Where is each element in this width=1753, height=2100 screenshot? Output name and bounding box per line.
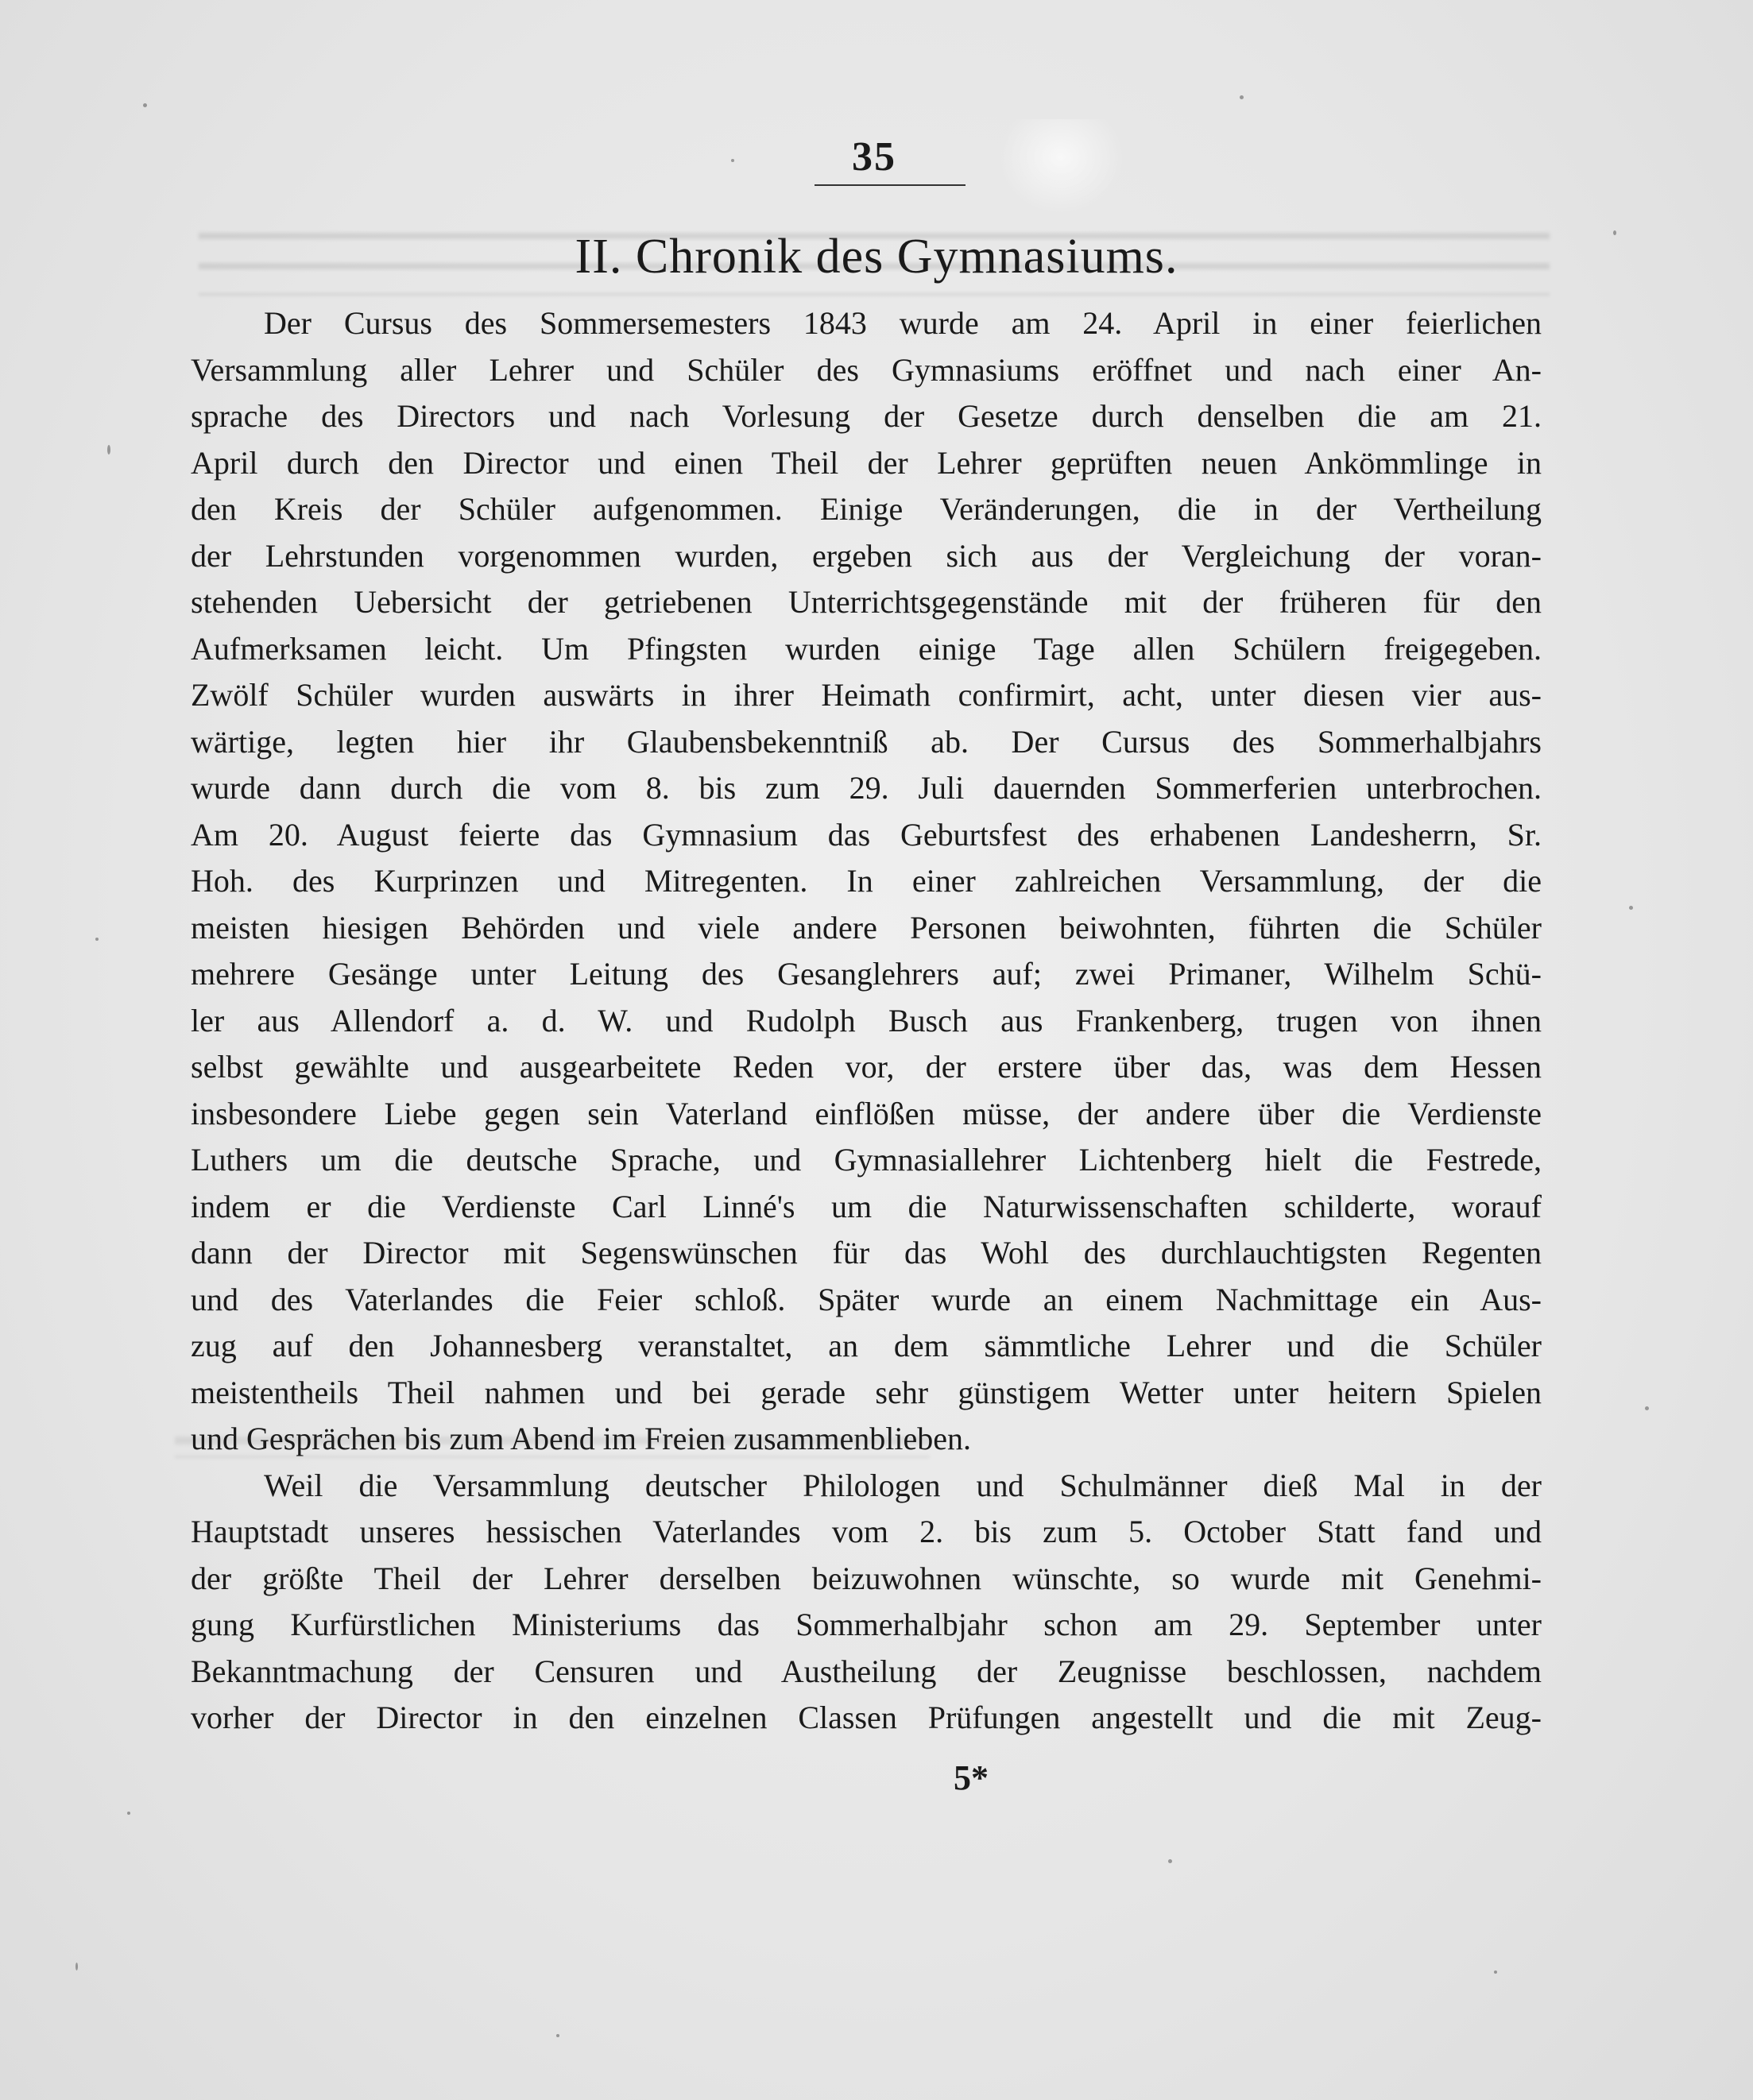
speck	[731, 159, 734, 162]
speck	[1629, 906, 1633, 910]
speck	[95, 938, 99, 941]
text-line: meisten hiesigen Behörden und viele andere Personen beiwohnten, führten die Schüler	[191, 909, 1542, 946]
text-line: der größte Theil der Lehrer derselben beizuwohnen wünschte, so wurde mit Genehmi-	[191, 1560, 1542, 1596]
text-line: Zwölf Schüler wurden auswärts in ihrer Heimath confirmirt, acht, unter diesen vier aus-	[191, 677, 1542, 713]
speck	[107, 445, 110, 454]
speck	[1240, 95, 1244, 99]
speck	[1645, 1406, 1649, 1410]
speck	[1613, 230, 1616, 235]
text-line: Hauptstadt unseres hessischen Vaterlandes vom 2. bis zum 5. October Statt fand und	[191, 1514, 1542, 1549]
speck	[1494, 1970, 1497, 1974]
speck	[75, 1963, 78, 1970]
text-line: ler aus Allendorf a. d. W. und Rudolph Busch aus Frankenberg, trugen von ihnen	[191, 1002, 1542, 1038]
text-line: indem er die Verdienste Carl Linné's um die Naturwissenschaften schilderte, worauf	[191, 1188, 1542, 1224]
speck	[1168, 1859, 1172, 1863]
text-line: Am 20. August feierte das Gymnasium das Geburtsfest des erhabenen Landesherrn, Sr.	[191, 816, 1542, 853]
text-line: meistentheils Theil nahmen und bei gerade sehr günstigem Wetter unter heitern Spielen	[191, 1374, 1542, 1410]
text-line: selbst gewählte und ausgearbeitete Reden vor, der erstere über das, was dem Hessen	[191, 1049, 1542, 1085]
text-line: gung Kurfürstlichen Ministeriums das Sommerhalbjahr schon am 29. September unter	[191, 1607, 1542, 1642]
text-line: den Kreis der Schüler aufgenommen. Einige Veränderungen, die in der Vertheilung	[191, 491, 1542, 527]
text-line: insbesondere Liebe gegen sein Vaterland einflößen müsse, der andere über die Verdienste	[191, 1095, 1542, 1131]
text-line: wurde dann durch die vom 8. bis zum 29. Juli dauernden Sommerferien unterbrochen.	[191, 770, 1542, 806]
chapter-title: II. Chronik des Gymnasiums.	[575, 230, 1178, 284]
text-line: April durch den Director und einen Theil der Lehrer geprüften neuen Ankömmlinge in	[191, 444, 1542, 481]
text-line: und Gesprächen bis zum Abend im Freien zusammenblieben.	[191, 1421, 971, 1456]
text-line: Der Cursus des Sommersemesters 1843 wurde am 24. April in einer feierlichen	[264, 305, 1542, 341]
text-line: Weil die Versammlung deutscher Philologen und Schulmänner dieß Mal in der	[264, 1467, 1542, 1503]
page-number: 35	[852, 134, 896, 180]
paper-damage	[997, 119, 1124, 215]
page-number-rule	[815, 184, 966, 186]
text-line: Hoh. des Kurprinzen und Mitregenten. In einer zahlreichen Versammlung, der die	[191, 863, 1542, 899]
text-line: wärtige, legten hier ihr Glaubensbekenntniß ab. Der Cursus des Sommerhalbjahrs	[191, 723, 1542, 760]
body-text	[191, 300, 1542, 1742]
text-line: Luthers um die deutsche Sprache, und Gymnasiallehrer Lichtenberg hielt die Festrede,	[191, 1142, 1542, 1178]
text-line: dann der Director mit Segenswünschen für das Wohl des durchlauchtigsten Regenten	[191, 1235, 1542, 1270]
text-line: Versammlung aller Lehrer und Schüler des Gymnasiums eröffnet und nach einer An-	[191, 351, 1542, 388]
text-line: Aufmerksamen leicht. Um Pfingsten wurden einige Tage allen Schülern freigegeben.	[191, 630, 1542, 667]
text-line: mehrere Gesänge unter Leitung des Gesanglehrers auf; zwei Primaner, Wilhelm Schü-	[191, 956, 1542, 992]
text-line: Bekanntmachung der Censuren und Austheilung der Zeugnisse beschlossen, nachdem	[191, 1653, 1542, 1689]
speck	[127, 1812, 130, 1815]
text-line: vorher der Director in den einzelnen Classen Prüfungen angestellt und die mit Zeug-	[191, 1700, 1542, 1735]
text-line: der Lehrstunden vorgenommen wurden, ergeben sich aus der Vergleichung der voran-	[191, 537, 1542, 574]
speck	[143, 103, 147, 107]
speck	[556, 2034, 559, 2037]
text-line: sprache des Directors und nach Vorlesung der Gesetze durch denselben die am 21.	[191, 398, 1542, 434]
text-line: zug auf den Johannesberg veranstaltet, an dem sämmtliche Lehrer und die Schüler	[191, 1328, 1542, 1363]
signature-mark: 5*	[954, 1758, 989, 1797]
text-line: und des Vaterlandes die Feier schloß. Später wurde an einem Nachmittage ein Aus-	[191, 1281, 1542, 1317]
text-line: stehenden Uebersicht der getriebenen Unterrichtsgegenstände mit der früheren für den	[191, 584, 1542, 620]
